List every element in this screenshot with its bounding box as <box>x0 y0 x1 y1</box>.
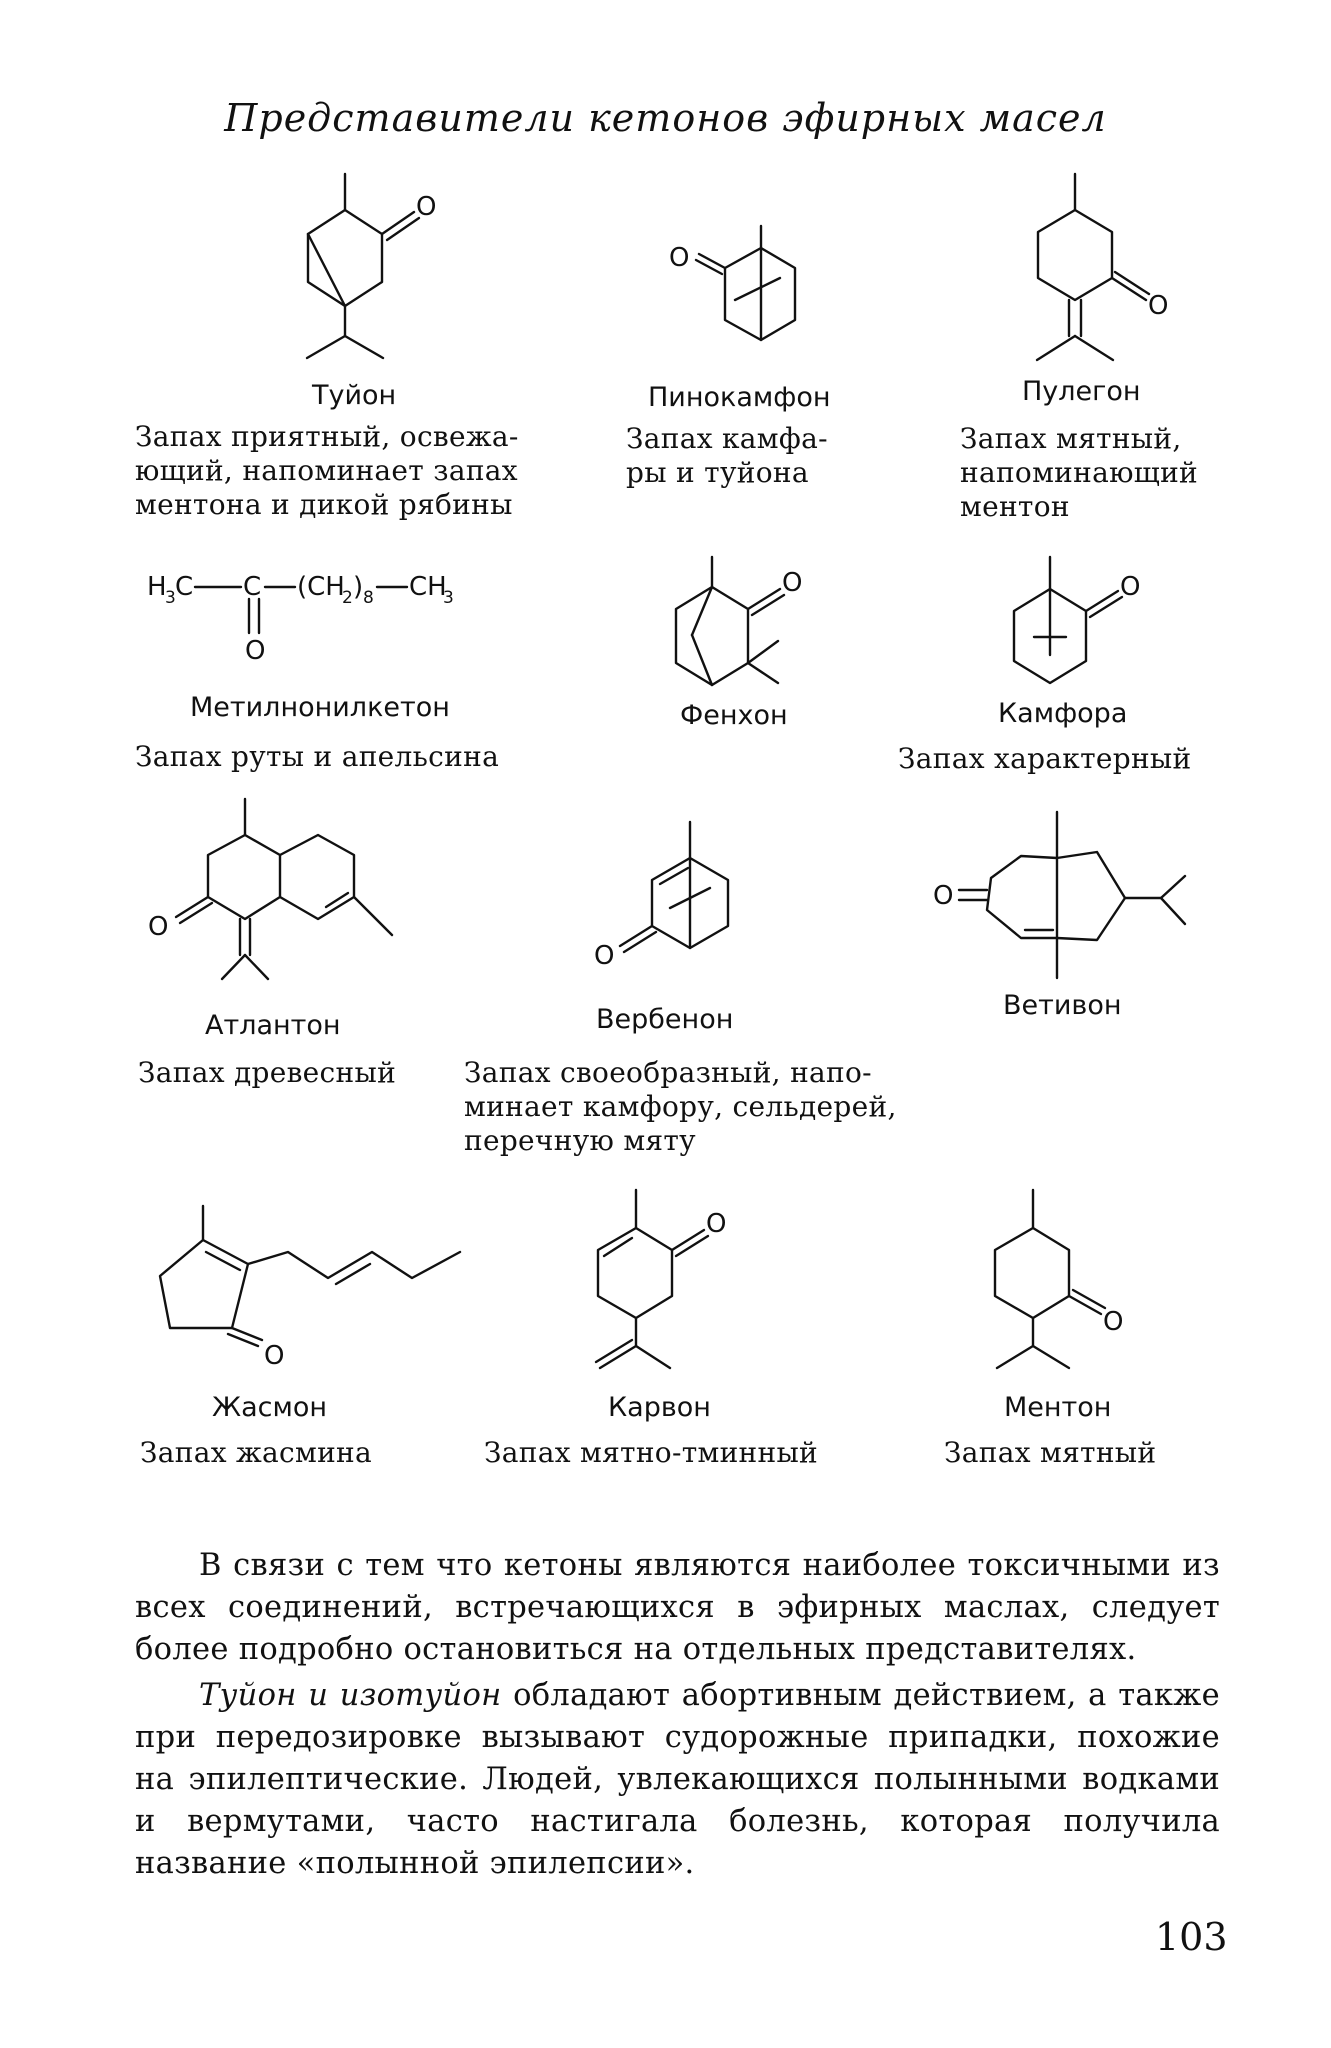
compound-description: Запах мятно-тминный <box>484 1436 819 1469</box>
menthone-svg <box>975 1188 1155 1388</box>
paragraph-1: В связи с тем что кетоны являются наиболее токсичными из всех соединений, встречающихся в эфирных маслах, следует более подробно остановиться на отдельных представителях. <box>135 1548 1220 1667</box>
fenchone-svg <box>660 555 840 695</box>
compound-description: Запах камфа- ры и туйона <box>626 422 828 489</box>
compound-name: Пулегон <box>1022 376 1141 407</box>
oxygen-label: O <box>1103 1307 1124 1337</box>
oxygen-label: O <box>1120 572 1141 602</box>
oxygen-label: O <box>933 881 954 911</box>
svg-text:C: C <box>243 572 262 602</box>
svg-text:2: 2 <box>342 588 353 608</box>
oxygen-label: O <box>706 1209 727 1239</box>
svg-text:H: H <box>147 572 167 602</box>
vetivone-svg <box>925 808 1215 988</box>
page-number: 103 <box>1155 1915 1228 1959</box>
compound-name: Ветивон <box>1003 990 1122 1021</box>
compound-description: Запах руты и апельсина <box>135 740 500 773</box>
paragraph-2-italic: Туйон и изотуйон <box>199 1678 502 1713</box>
oxygen-label: O <box>669 243 690 273</box>
svg-text:8: 8 <box>363 588 374 608</box>
compound-description: Запах приятный, освежа- ющий, напоминает запах ментона и дикой рябины <box>135 420 519 521</box>
oxygen-label: O <box>1148 291 1169 321</box>
svg-text:): ) <box>353 572 364 602</box>
methylnonylketone-svg <box>145 565 505 665</box>
oxygen-label: O <box>148 912 169 942</box>
compound-name: Камфора <box>998 698 1128 729</box>
compound-name: Атлантон <box>205 1010 341 1041</box>
paragraph-2 <box>135 1675 1220 1885</box>
atlantone-svg <box>140 795 420 1005</box>
compound-description: Запах древесный <box>138 1056 397 1089</box>
compound-name: Пинокамфон <box>648 382 831 413</box>
svg-text:3: 3 <box>165 588 176 608</box>
oxygen-label: O <box>782 568 803 598</box>
compound-description: Запах мятный <box>944 1436 1157 1469</box>
svg-text:CH: CH <box>409 572 447 602</box>
compound-name: Фенхон <box>680 700 788 731</box>
pulegone-svg <box>1020 170 1220 370</box>
compound-description: Запах характерный <box>898 742 1192 775</box>
paragraph-2-text: обладают абортивным действием, а также при передозировке вызывают судорожные припадки, похожие на эпилептические. Людей, увлекающихся полынными водками и вермутами, часто настигала болезнь, которая получила название «полынной эпилепсии». <box>135 1678 1220 1881</box>
oxygen-label: O <box>264 1341 285 1371</box>
oxygen-label: O <box>416 192 437 222</box>
camphor-svg <box>1000 555 1180 695</box>
svg-text:(CH: (CH <box>297 572 345 602</box>
thujone-svg <box>290 170 490 370</box>
oxygen-label: O <box>245 636 266 666</box>
compound-name: Вербенон <box>596 1004 734 1035</box>
svg-text:C: C <box>175 572 194 602</box>
body-text <box>135 1545 1220 1885</box>
compound-name: Карвон <box>608 1392 711 1423</box>
compound-description: Запах жасмина <box>140 1436 373 1469</box>
oxygen-label: O <box>594 941 615 971</box>
svg-text:3: 3 <box>443 588 454 608</box>
compound-description: Запах своеобразный, напо- минает камфору, сельдерей, перечную мяту <box>464 1056 897 1157</box>
page-header: Представители кетонов эфирных масел <box>224 96 1107 140</box>
carvone-svg <box>580 1188 760 1388</box>
compound-name: Жасмон <box>212 1392 328 1423</box>
compound-description: Запах мятный, напоминающий ментон <box>960 422 1199 523</box>
verbenone-svg <box>588 820 768 980</box>
pinocamphone-svg <box>665 220 845 370</box>
jasmone-svg <box>150 1200 480 1370</box>
compound-name: Туйон <box>312 380 397 411</box>
compound-name: Метилнонилкетон <box>190 692 450 723</box>
compound-name: Ментон <box>1004 1392 1112 1423</box>
